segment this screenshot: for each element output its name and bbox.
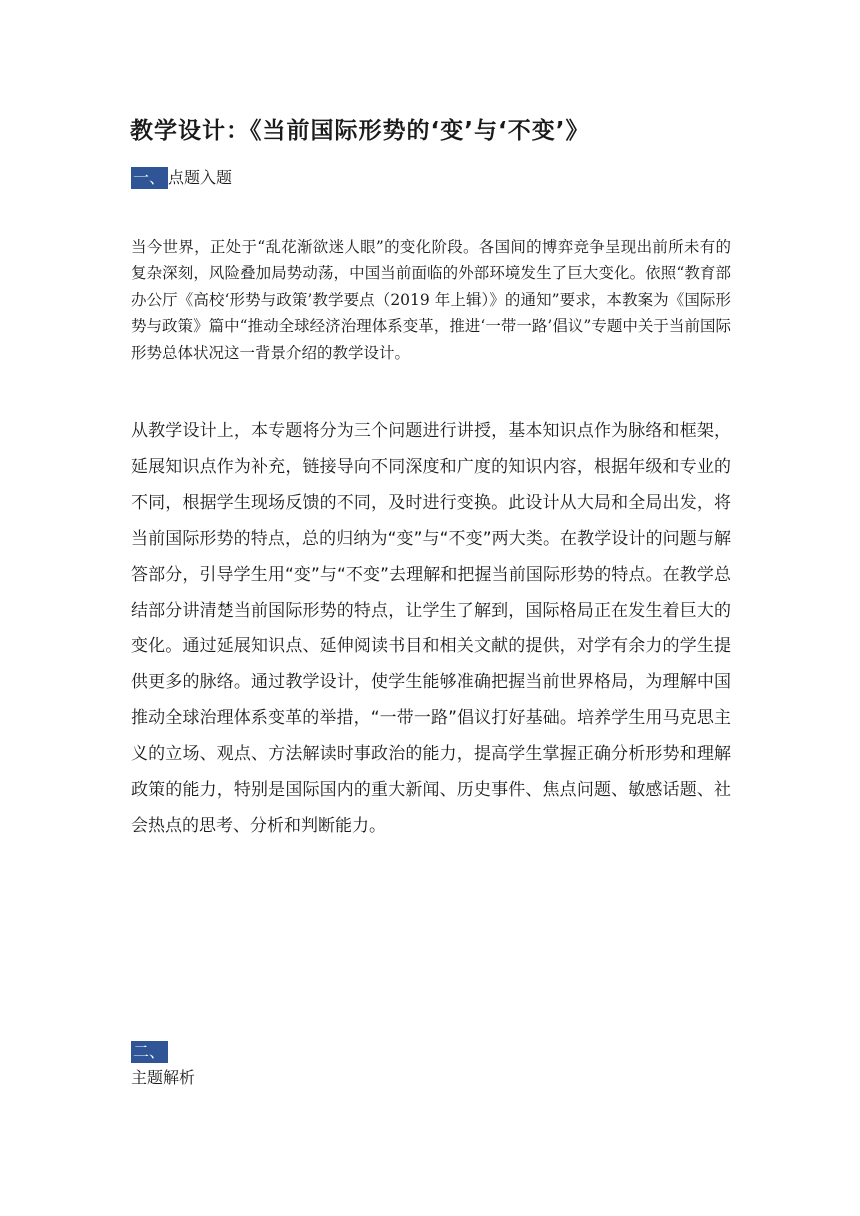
- section-1-paragraph-1: 当今世界，正处于“乱花渐欲迷人眼”的变化阶段。各国间的博弈竞争呈现出前所未有的复杂深刻，风险叠加局势动荡，中国当前面临的外部环境发生了巨大变化。依照“教育部办公厅《高校‘形势与政策’教学要点（2019 年上辑）》的通知”要求，本教案为《国际形势与政策》篇中“推动全球经济治理体系变革，推进‘一带一路’倡议”专题中关于当前国际形势总体状况这一背景介绍的教学设计。: [131, 238, 731, 362]
- section-2-number: 二、: [131, 1041, 168, 1063]
- section-2-heading: [131, 1041, 195, 1088]
- section-1-heading: [131, 167, 232, 189]
- section-1-paragraph-2: 从教学设计上，本专题将分为三个问题进行讲授，基本知识点作为脉络和框架，延展知识点作为补充，链接导向不同深度和广度的知识内容，根据年级和专业的不同，根据学生现场反馈的不同，及时进行变换。此设计从大局和全局出发，将当前国际形势的特点，总的归纳为“变”与“不变”两大类。在教学设计的问题与解答部分，引导学生用“变”与“不变”去理解和把握当前国际形势的特点。在教学总结部分讲清楚当前国际形势的特点，让学生了解到，国际格局正在发生着巨大的变化。通过延展知识点、延伸阅读书目和相关文献的提供，对学有余力的学生提供更多的脉络。通过教学设计，使学生能够准确把握当前世界格局，为理解中国推动全球治理体系变革的举措，“一带一路”倡议打好基础。培养学生用马克思主义的立场、观点、方法解读时事政治的能力，提高学生掌握正确分析形势和理解政策的能力，特别是国际国内的重大新闻、历史事件、焦点问题、敏感话题、社会热点的思考、分析和判断能力。: [131, 421, 731, 836]
- section-1-number: 一、: [131, 167, 168, 189]
- section-1-title: 点题入题: [168, 168, 233, 187]
- document-title: 教学设计：《当前国际形势的‘变’与‘不变’》: [130, 118, 590, 144]
- section-2-title: 主题解析: [131, 1068, 196, 1087]
